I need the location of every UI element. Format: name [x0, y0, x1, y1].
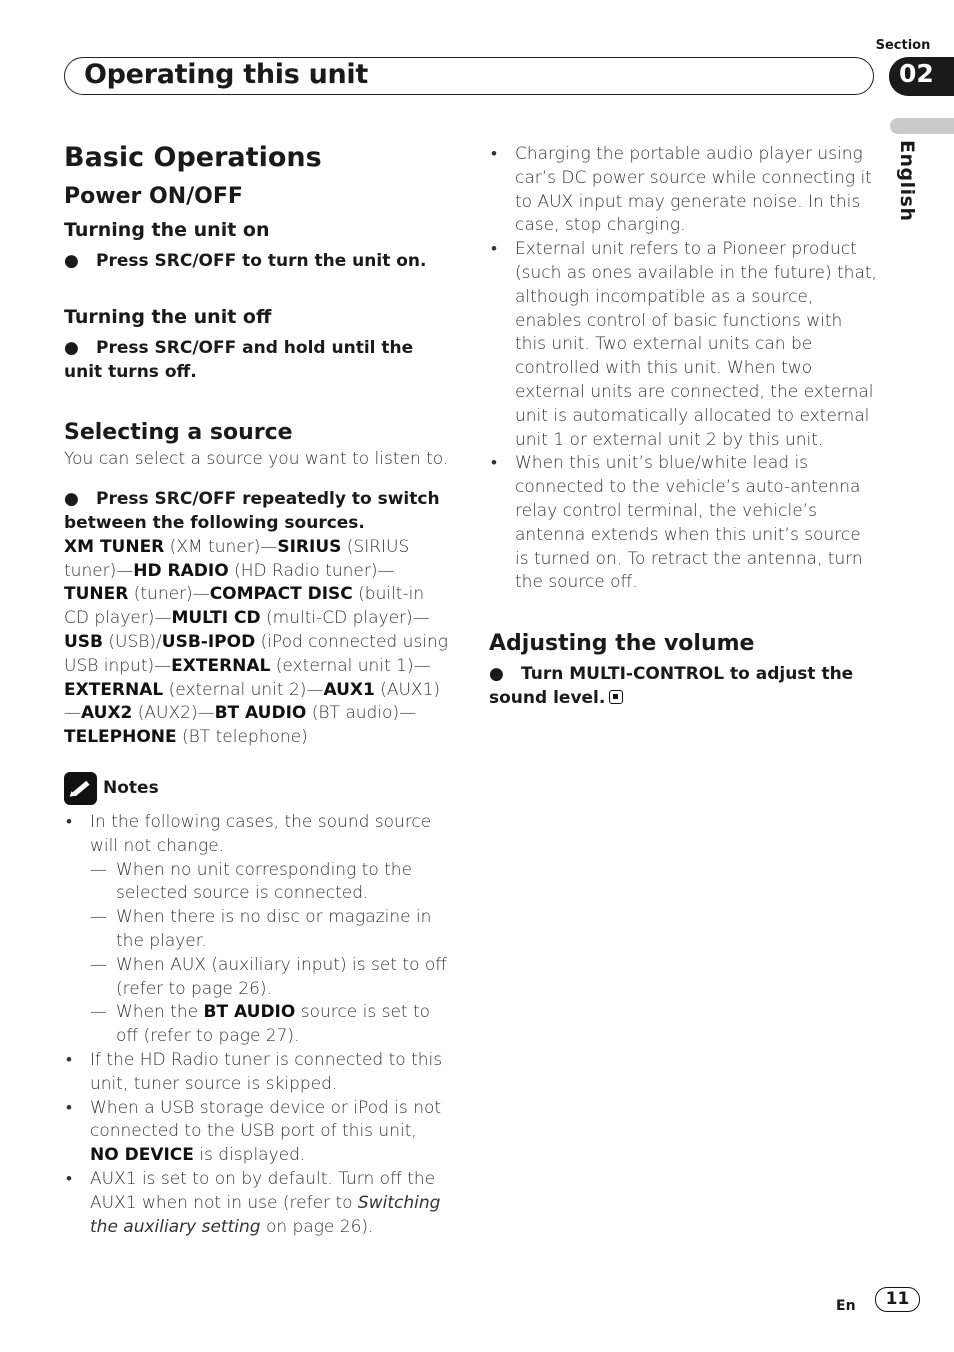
- list-item: • External unit refers to a Pioneer product (such as ones available in the future) that, although incompatible as a source, enables control of basic functions with this unit. Two external units can be controlled with this unit. When two external units are connected, the external unit is automatically allocated to external unit 1 or external unit 2 by this unit.: [489, 238, 877, 452]
- source-name: COMPACT DISC: [209, 584, 353, 605]
- adjusting-volume-heading: Adjusting the volume: [489, 631, 755, 657]
- sub-list: [90, 859, 450, 1049]
- left-column: [64, 140, 450, 1239]
- source-description: (AUX1): [374, 679, 441, 700]
- list-item: [64, 811, 450, 1049]
- footer-language: En: [836, 1298, 856, 1314]
- source-name: EXTERNAL: [171, 655, 271, 676]
- section-number-badge: 02: [889, 57, 954, 96]
- cross-reference: Switching the auxiliary setting: [90, 1192, 441, 1237]
- pencil-icon: [64, 772, 97, 805]
- list-item: • If the HD Radio tuner is connected to this unit, tuner source is skipped.: [64, 1049, 450, 1097]
- section-label: Section: [875, 38, 931, 53]
- source-description: (external unit 2): [163, 679, 307, 700]
- source-intro: You can select a source you want to listen to.: [64, 449, 449, 470]
- source-instruction-text: Press SRC/OFF repeatedly to switch between the following sources.: [64, 489, 440, 533]
- list-item: • Charging the portable audio player using car’s DC power source while connecting it to AUX input may generate noise. In this case, stop charging.: [489, 143, 877, 238]
- source-name: USB: [64, 631, 104, 652]
- turn-off-text: Press SRC/OFF and hold until the unit turns off.: [64, 337, 414, 382]
- page-title: Operating this unit: [84, 59, 368, 90]
- source-name: HD RADIO: [133, 560, 229, 581]
- list-item: [90, 1001, 450, 1049]
- source-description: (iPod connected using USB input): [64, 631, 448, 676]
- volume-instruction: ● Turn MULTI-CONTROL to adjust the sound level.: [489, 664, 854, 708]
- source-description: (XM tuner): [164, 536, 261, 557]
- source-name: AUX2: [81, 703, 133, 724]
- note-text: on page 26).: [265, 1216, 374, 1237]
- power-heading: Power ON/OFF: [64, 184, 243, 209]
- source-description: (BT audio): [306, 703, 400, 724]
- selecting-source-heading: Selecting a source: [64, 420, 293, 446]
- source-description: (SIRIUS tuner): [64, 536, 410, 581]
- language-tab-marker: [890, 118, 954, 134]
- list-item: • When this unit’s blue/white lead is connected to the vehicle’s auto-antenna relay control terminal, the vehicle’s antenna extends when this unit’s source is turned on. To retract the antenna, turn the source off.: [489, 452, 877, 595]
- display-message: NO DEVICE: [90, 1145, 194, 1166]
- notes-label: Notes: [103, 777, 159, 798]
- source-description: (BT telephone): [176, 727, 308, 748]
- source-description: (tuner): [128, 584, 193, 605]
- source-name: TELEPHONE: [64, 727, 177, 748]
- turn-off-instruction: ● Press SRC/OFF and hold until the unit turns off.: [64, 337, 414, 382]
- turn-on-text: Press SRC/OFF to turn the unit on.: [96, 251, 427, 271]
- source-name: SIRIUS: [277, 536, 342, 557]
- source-name: XM TUNER: [64, 536, 165, 557]
- right-notes-list: [489, 143, 877, 595]
- basic-operations-heading: Basic Operations: [64, 142, 322, 173]
- page-number: 11: [875, 1287, 920, 1312]
- notes-header: [64, 772, 450, 805]
- source-name: AUX1: [323, 679, 375, 700]
- source-description: (USB)/: [103, 631, 162, 652]
- source-description: (built-in CD player): [64, 584, 425, 629]
- note-text: is displayed.: [199, 1145, 306, 1166]
- list-item: [64, 1168, 450, 1239]
- source-description: (external unit 1): [270, 655, 414, 676]
- source-name: TUNER: [64, 584, 129, 605]
- source-name: BT AUDIO: [203, 1002, 296, 1023]
- list-item: [64, 1097, 450, 1168]
- source-name: BT AUDIO: [214, 703, 307, 724]
- note-text: AUX1 is set to on by default. Turn off the AUX1 when not in use (refer to: [90, 1168, 436, 1213]
- source-list: XM TUNER (XM tuner)—SIRIUS (SIRIUS tuner)—HD RADIO (HD Radio tuner)—TUNER (tuner)—COMPACT DISC (built-in CD player)—MULTI CD (multi-CD player)—USB (USB)/USB-IPOD (iPod connected using USB input)—EXTERNAL (external unit 1)—EXTERNAL (external unit 2)—AUX1 (AUX1)—AUX2 (AUX2)—BT AUDIO (BT audio)—TELEPHONE (BT telephone): [64, 536, 448, 748]
- end-mark-icon: [609, 690, 623, 704]
- note-text: When the: [116, 1002, 199, 1023]
- source-name: MULTI CD: [171, 608, 261, 629]
- source-description: (AUX2): [132, 703, 198, 724]
- turning-on-heading: Turning the unit on: [64, 219, 270, 241]
- turning-off-heading: Turning the unit off: [64, 305, 272, 328]
- turn-on-instruction: ● Press SRC/OFF to turn the unit on.: [64, 251, 427, 271]
- source-name: EXTERNAL: [64, 679, 164, 700]
- note-text: In the following cases, the sound source will not change.: [90, 811, 432, 856]
- list-item: — When no unit corresponding to the selected source is connected.: [90, 859, 450, 907]
- volume-instruction-text: Turn MULTI-CONTROL to adjust the sound level.: [489, 664, 854, 708]
- right-column: [489, 143, 877, 711]
- note-text: source is set to off (refer to page 27).: [116, 1002, 431, 1047]
- source-description: (multi-CD player): [260, 608, 413, 629]
- notes-list: [64, 811, 450, 1239]
- source-instruction: ● Press SRC/OFF repeatedly to switch between the following sources.: [64, 489, 440, 533]
- language-label: English: [896, 140, 918, 222]
- note-text: When a USB storage device or iPod is not connected to the USB port of this unit,: [90, 1097, 442, 1142]
- source-name: USB-IPOD: [161, 631, 256, 652]
- list-item: — When AUX (auxiliary input) is set to off (refer to page 26).: [90, 954, 450, 1002]
- source-description: (HD Radio tuner): [228, 560, 378, 581]
- list-item: — When there is no disc or magazine in the player.: [90, 906, 450, 954]
